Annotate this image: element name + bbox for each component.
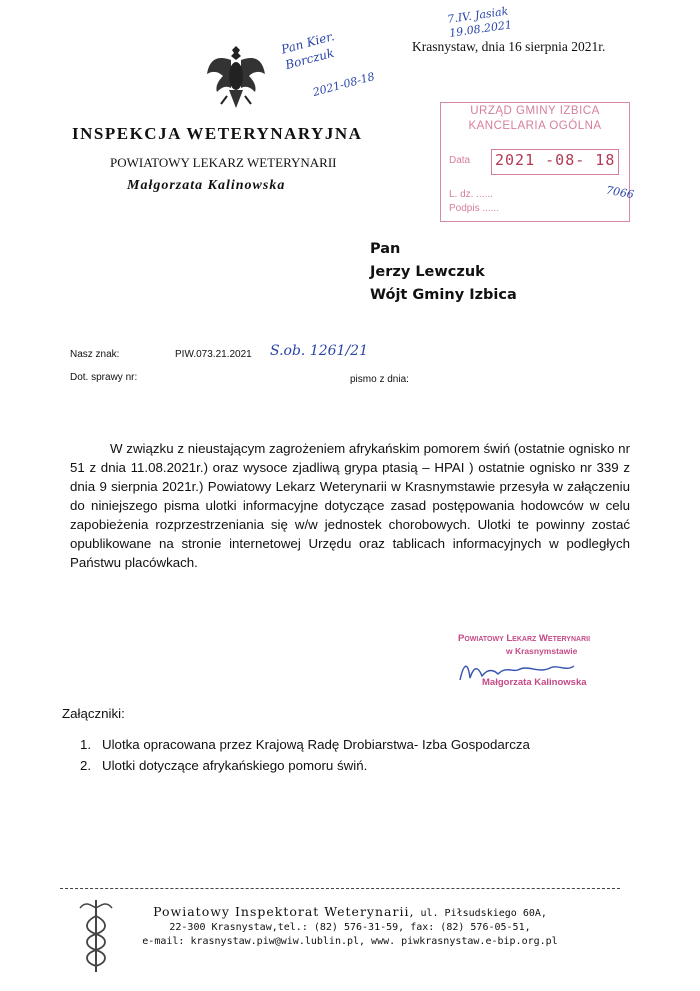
org-title: INSPEKCJA WETERYNARYJNA bbox=[72, 124, 363, 143]
sig-line-1: Powiatowy Lekarz Weterynarii bbox=[458, 633, 591, 644]
stamp-date-label: Data bbox=[449, 155, 471, 166]
handwritten-stamp-number: 7066 bbox=[605, 183, 635, 202]
recipient-salutation: Pan bbox=[370, 241, 401, 257]
footer-institution: Powiatowy Inspektorat Weterynarii, bbox=[153, 904, 415, 919]
recipient-title: Wójt Gminy Izbica bbox=[370, 287, 517, 303]
case-label: Dot. sprawy nr: bbox=[70, 372, 138, 383]
footer-address bbox=[120, 905, 580, 949]
footer-address-1: ul. Piłsudskiego 60A, bbox=[420, 908, 547, 919]
sig-line-2: w Krasnymstawie bbox=[506, 646, 578, 656]
attachments-list bbox=[80, 734, 530, 776]
attachment-num: 1. bbox=[80, 737, 92, 752]
handwritten-note-right: 7.IV. Jasiak 19.08.2021 bbox=[446, 4, 513, 40]
footer-address-2: 22-300 Krasnystaw,tel.: (82) 576-31-59, fax: (82) 576-05-51, bbox=[169, 922, 531, 933]
attachment-num: 2. bbox=[80, 758, 92, 773]
letter-date-label: pismo z dnia: bbox=[350, 374, 409, 385]
recipient-block bbox=[370, 238, 517, 307]
stamp-title-2: KANCELARIA OGÓLNA bbox=[468, 120, 602, 132]
body-paragraph: W związku z nieustającym zagrożeniem afrykańskim pomorem świń (ostatnie ognisko nr 51 z dnia 11.08.2021r.) oraz wysoce zjadliwą grypa ptasią – HPAI ) ostatnie ognisko nr 339 z dnia 9 sierpnia 2021r.) Powiatowy Lekarz Weterynarii w Krasnymstawie przesyła w załączeniu do niniejszego pisma ulotki informacyjne dotyczące zasad postępowania hodowców w celu zapobieżenia rozprzestrzeniania się w/w jednostek chorobowych. Ulotki te powinny zostać opublikowane na stronie internetowej Urzędu oraz tablicach informacyjnych w podległych Państwu placówkach. bbox=[70, 441, 630, 570]
stamp-num-label: L. dz. ...... bbox=[449, 189, 493, 200]
our-ref-value: PIW.073.21.2021 bbox=[175, 349, 252, 360]
place-date: Krasnystaw, dnia 16 sierpnia 2021r. bbox=[412, 39, 606, 54]
signature-stamp bbox=[458, 632, 604, 689]
stamp-title-1: URZĄD GMINY IZBICA bbox=[470, 105, 600, 117]
attachment-item bbox=[80, 755, 530, 776]
handwritten-case-number: S.ob. 1261/21 bbox=[270, 343, 368, 359]
org-subtitle: POWIATOWY LEKARZ WETERYNARII bbox=[110, 155, 337, 170]
attachments-heading: Załączniki: bbox=[62, 706, 125, 721]
eagle-emblem-icon bbox=[205, 40, 267, 112]
sig-line-3: Małgorzata Kalinowska bbox=[482, 677, 587, 688]
letter-body bbox=[70, 439, 630, 572]
our-ref-label: Nasz znak: bbox=[70, 349, 120, 360]
footer-divider bbox=[60, 888, 620, 889]
handwritten-note-date: 2021-08-18 bbox=[311, 70, 377, 99]
attachment-text: Ulotki dotyczące afrykańskiego pomoru świń. bbox=[102, 758, 368, 773]
stamp-sign-label: Podpis ...... bbox=[449, 203, 500, 214]
attachment-text: Ulotka opracowana przez Krajową Radę Drobiarstwa- Izba Gospodarcza bbox=[102, 737, 530, 752]
office-stamp bbox=[440, 102, 630, 222]
footer-contact: e-mail: krasnystaw.piw@wiw.lublin.pl, www. piwkrasnystaw.e-bip.org.pl bbox=[142, 936, 558, 947]
stamp-date-value: 2021 -08- 18 bbox=[495, 151, 616, 169]
recipient-name: Jerzy Lewczuk bbox=[370, 264, 485, 280]
attachment-item bbox=[80, 734, 530, 755]
org-person: Małgorzata Kalinowska bbox=[127, 178, 286, 193]
handwritten-note-top: Pan Kier. Borczuk bbox=[279, 29, 336, 73]
caduceus-logo-icon bbox=[76, 896, 116, 976]
